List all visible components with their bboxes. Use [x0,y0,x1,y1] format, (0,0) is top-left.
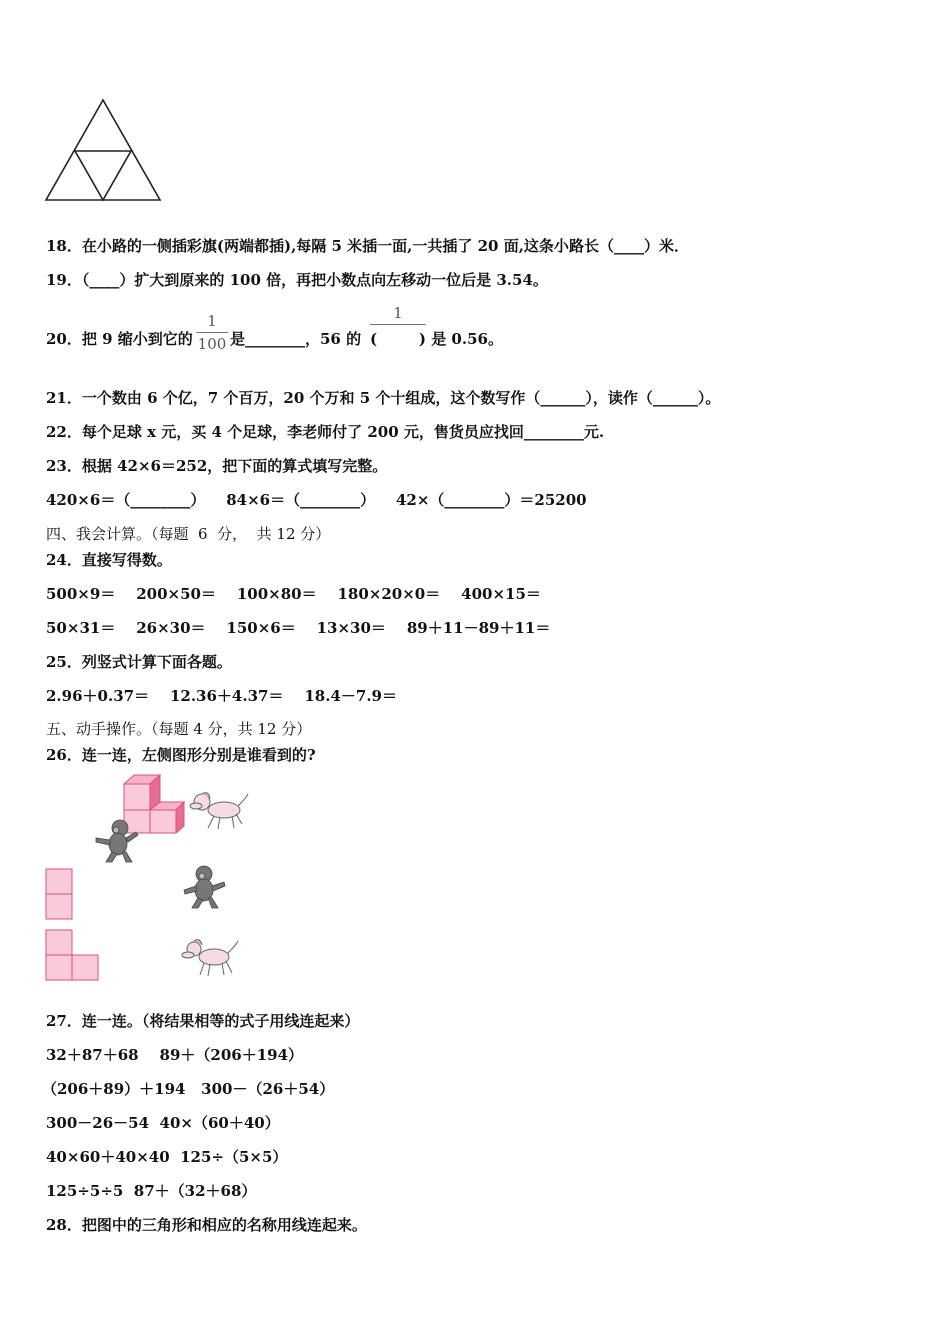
fraction-numerator: 1 [207,312,217,330]
question-27-row-5: 125÷5÷5 87＋（32＋68） [46,1182,257,1200]
triangle-figure [40,95,170,207]
section-4-heading: 四、我会计算。（每题 6 分， 共 12 分） [46,525,331,543]
question-21: 21．一个数由 6 个亿，7 个百万，20 个万和 5 个十组成，这个数写作（______），读作（______）。 [46,389,721,407]
fraction-1-100 [196,312,228,353]
question-27-row-4: 40×60＋40×40 125÷（5×5） [46,1148,288,1166]
view-shape-vertical [44,867,76,921]
question-25-row: 2.96＋0.37＝ 12.36＋4.37＝ 18.4－7.9＝ [46,687,397,705]
question-24: 24．直接写得数。 [46,551,172,569]
dog-icon [188,788,250,832]
question-28: 28．把图中的三角形和相应的名称用线连起来。 [46,1216,367,1234]
monkey-icon [180,864,228,910]
fraction-numerator: 1 [393,304,403,322]
fraction-blank [370,304,426,327]
question-23: 23．根据 42×6＝252，把下面的算式填写完整。 [46,457,388,475]
question-20-part3: ( ) 是 0.56。 [370,330,503,348]
monkey-icon [92,818,140,864]
question-27-row-3: 300－26－54 40×（60＋40） [46,1114,280,1132]
question-18: 18．在小路的一侧插彩旗(两端都插),每隔 5 米插一面,一共插了 20 面,这条小路长（____）米． [46,237,689,255]
question-22: 22．每个足球 x 元，买 4 个足球，李老师付了 200 元，售货员应找回________元. [46,423,605,441]
question-20-part1: 20．把 9 缩小到它的 [46,330,193,348]
section-5-heading: 五、动手操作。（每题 4 分，共 12 分） [46,720,312,738]
question-24-row-2: 50×31＝ 26×30＝ 150×6＝ 13×30＝ 89＋11－89＋11＝ [46,619,551,637]
fraction-denominator: 100 [197,335,227,353]
question-19: 19．（____）扩大到原来的 100 倍，再把小数点向左移动一位后是 3.54。 [46,271,548,289]
dog-icon [180,935,242,979]
question-25: 25．列竖式计算下面各题。 [46,653,232,671]
question-24-row-1: 500×9＝ 200×50＝ 100×80＝ 180×20×0＝ 400×15＝ [46,585,541,603]
question-27-row-2: （206＋89）＋194 300－（26＋54） [42,1080,335,1098]
question-23-row: 420×6＝（________） 84×6＝（________） 42×（________）＝25200 [46,491,587,509]
question-27-row-1: 32＋87＋68 89＋（206＋194） [46,1046,304,1064]
question-26: 26．连一连，左侧图形分别是谁看到的? [46,746,316,764]
question-20-part2: 是________，56 的 [230,330,362,348]
question-27: 27．连一连。（将结果相等的式子用线连起来） [46,1012,360,1030]
view-shape-l [44,928,102,982]
